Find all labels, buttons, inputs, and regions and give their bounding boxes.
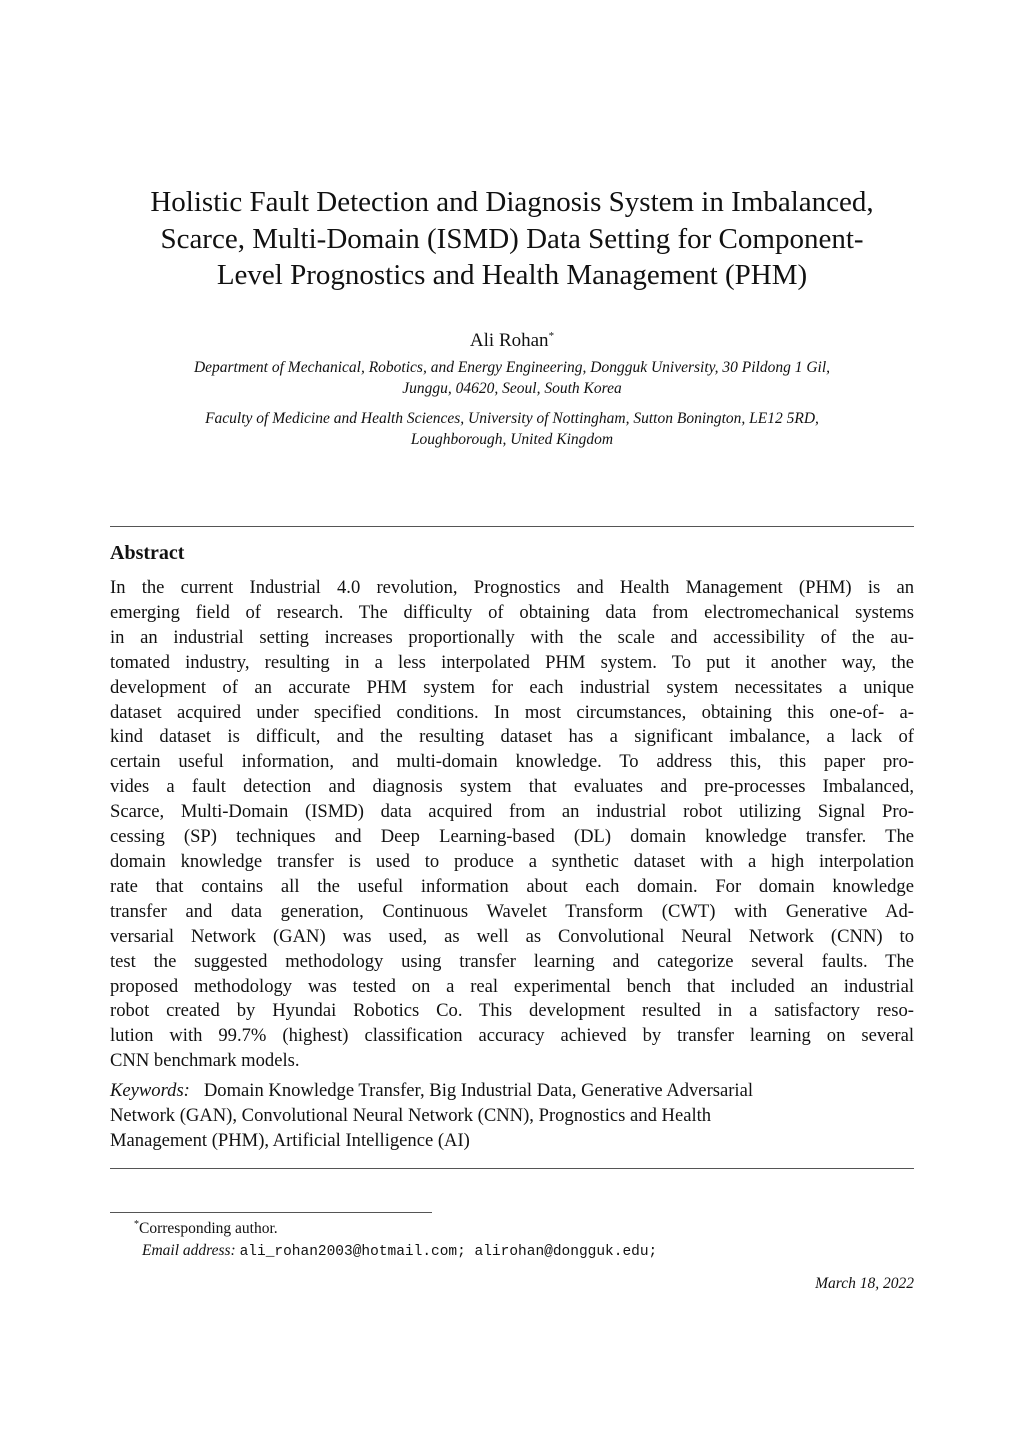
email-addresses[interactable]: ali_rohan2003@hotmail.com; alirohan@dongguk.edu; bbox=[239, 1244, 658, 1260]
affiliation-1 bbox=[110, 357, 914, 399]
abstract-line: rate that contains all the useful information about each domain. For domain knowledge bbox=[110, 875, 914, 897]
abstract-line: Scarce, Multi-Domain (ISMD) data acquired from an industrial robot utilizing Signal Pro- bbox=[110, 801, 914, 823]
abstract-line: robot created by Hyundai Robotics Co. This development resulted in a satisfactory reso- bbox=[110, 1000, 914, 1022]
abstract-line: development of an accurate PHM system for each industrial system necessitates a unique bbox=[110, 676, 914, 698]
abstract-heading: Abstract bbox=[110, 542, 185, 564]
abstract-line: kind dataset is difficult, and the resulting dataset has a significant imbalance, a lack of bbox=[110, 726, 914, 748]
keywords-block bbox=[110, 1078, 914, 1153]
affiliation-line: Junggu, 04620, Seoul, South Korea bbox=[402, 380, 622, 397]
abstract-line: lution with 99.7% (highest) classification accuracy achieved by transfer learning on several bbox=[110, 1025, 914, 1047]
paper-title bbox=[110, 184, 914, 294]
abstract-line: vides a fault detection and diagnosis system that evaluates and pre-processes Imbalanced, bbox=[110, 776, 914, 798]
title-line: Holistic Fault Detection and Diagnosis System in Imbalanced, bbox=[150, 186, 874, 218]
affiliation-line: Faculty of Medicine and Health Sciences, University of Nottingham, Sutton Bonington, LE12 5RD, bbox=[205, 410, 819, 427]
keywords-line: Network (GAN), Convolutional Neural Network (CNN), Prognostics and Health bbox=[110, 1105, 712, 1126]
footnote-corresponding bbox=[134, 1214, 657, 1240]
abstract-line: proposed methodology was tested on a real experimental bench that included an industrial bbox=[110, 975, 914, 997]
footnote bbox=[134, 1214, 657, 1263]
abstract-top-rule bbox=[110, 526, 914, 527]
abstract-line: tomated industry, resulting in a less interpolated PHM system. To put it another way, the bbox=[110, 651, 914, 673]
footnote-email bbox=[142, 1240, 657, 1263]
abstract-line: emerging field of research. The difficulty of obtaining data from electromechanical systems bbox=[110, 601, 914, 623]
abstract-line: versarial Network (GAN) was used, as well as Convolutional Neural Network (CNN) to bbox=[110, 925, 914, 947]
footnote-rule bbox=[110, 1212, 432, 1213]
abstract-line: In the current Industrial 4.0 revolution, Prognostics and Health Management (PHM) is an bbox=[110, 577, 914, 598]
title-line: Level Prognostics and Health Management (PHM) bbox=[216, 259, 808, 291]
abstract-line: certain useful information, and multi-domain knowledge. To address this, this paper pro- bbox=[110, 751, 914, 773]
abstract-line: cessing (SP) techniques and Deep Learning-based (DL) domain knowledge transfer. The bbox=[110, 826, 914, 848]
keywords-label: Keywords: bbox=[110, 1080, 190, 1101]
abstract-body bbox=[110, 576, 914, 1074]
abstract-line: CNN benchmark models. bbox=[110, 1050, 300, 1072]
title-line: Scarce, Multi-Domain (ISMD) Data Setting for Component- bbox=[160, 222, 864, 255]
footnote-text: Corresponding author. bbox=[139, 1220, 278, 1237]
abstract-bottom-rule bbox=[110, 1168, 914, 1169]
keywords-line bbox=[110, 1078, 914, 1103]
abstract-line: transfer and data generation, Continuous Wavelet Transform (CWT) with Generative Ad- bbox=[110, 900, 914, 922]
abstract-line: test the suggested methodology using transfer learning and categorize several faults. The bbox=[110, 950, 914, 972]
keywords-text: Domain Knowledge Transfer, Big Industrial Data, Generative Adversarial bbox=[203, 1080, 754, 1101]
footnote-mark: * bbox=[134, 1219, 139, 1230]
abstract-line: domain knowledge transfer is used to produce a synthetic dataset with a high interpolation bbox=[110, 850, 914, 872]
author-name: Ali Rohan bbox=[469, 330, 549, 351]
paper-date: March 18, 2022 bbox=[815, 1275, 914, 1292]
author-footnote-mark: * bbox=[548, 330, 555, 342]
abstract-line: in an industrial setting increases proportionally with the scale and accessibility of the au- bbox=[110, 626, 914, 648]
affiliation-2 bbox=[110, 408, 914, 450]
affiliation-line: Loughborough, United Kingdom bbox=[410, 431, 614, 448]
email-label: Email address: bbox=[142, 1242, 236, 1259]
keywords-line: Management (PHM), Artificial Intelligence (AI) bbox=[110, 1130, 470, 1151]
affiliation-line: Department of Mechanical, Robotics, and Energy Engineering, Dongguk University, 30 Pildong 1 Gil, bbox=[193, 359, 831, 376]
author-line bbox=[110, 324, 914, 353]
abstract-line: dataset acquired under specified conditions. In most circumstances, obtaining this one-of- a- bbox=[110, 701, 914, 723]
